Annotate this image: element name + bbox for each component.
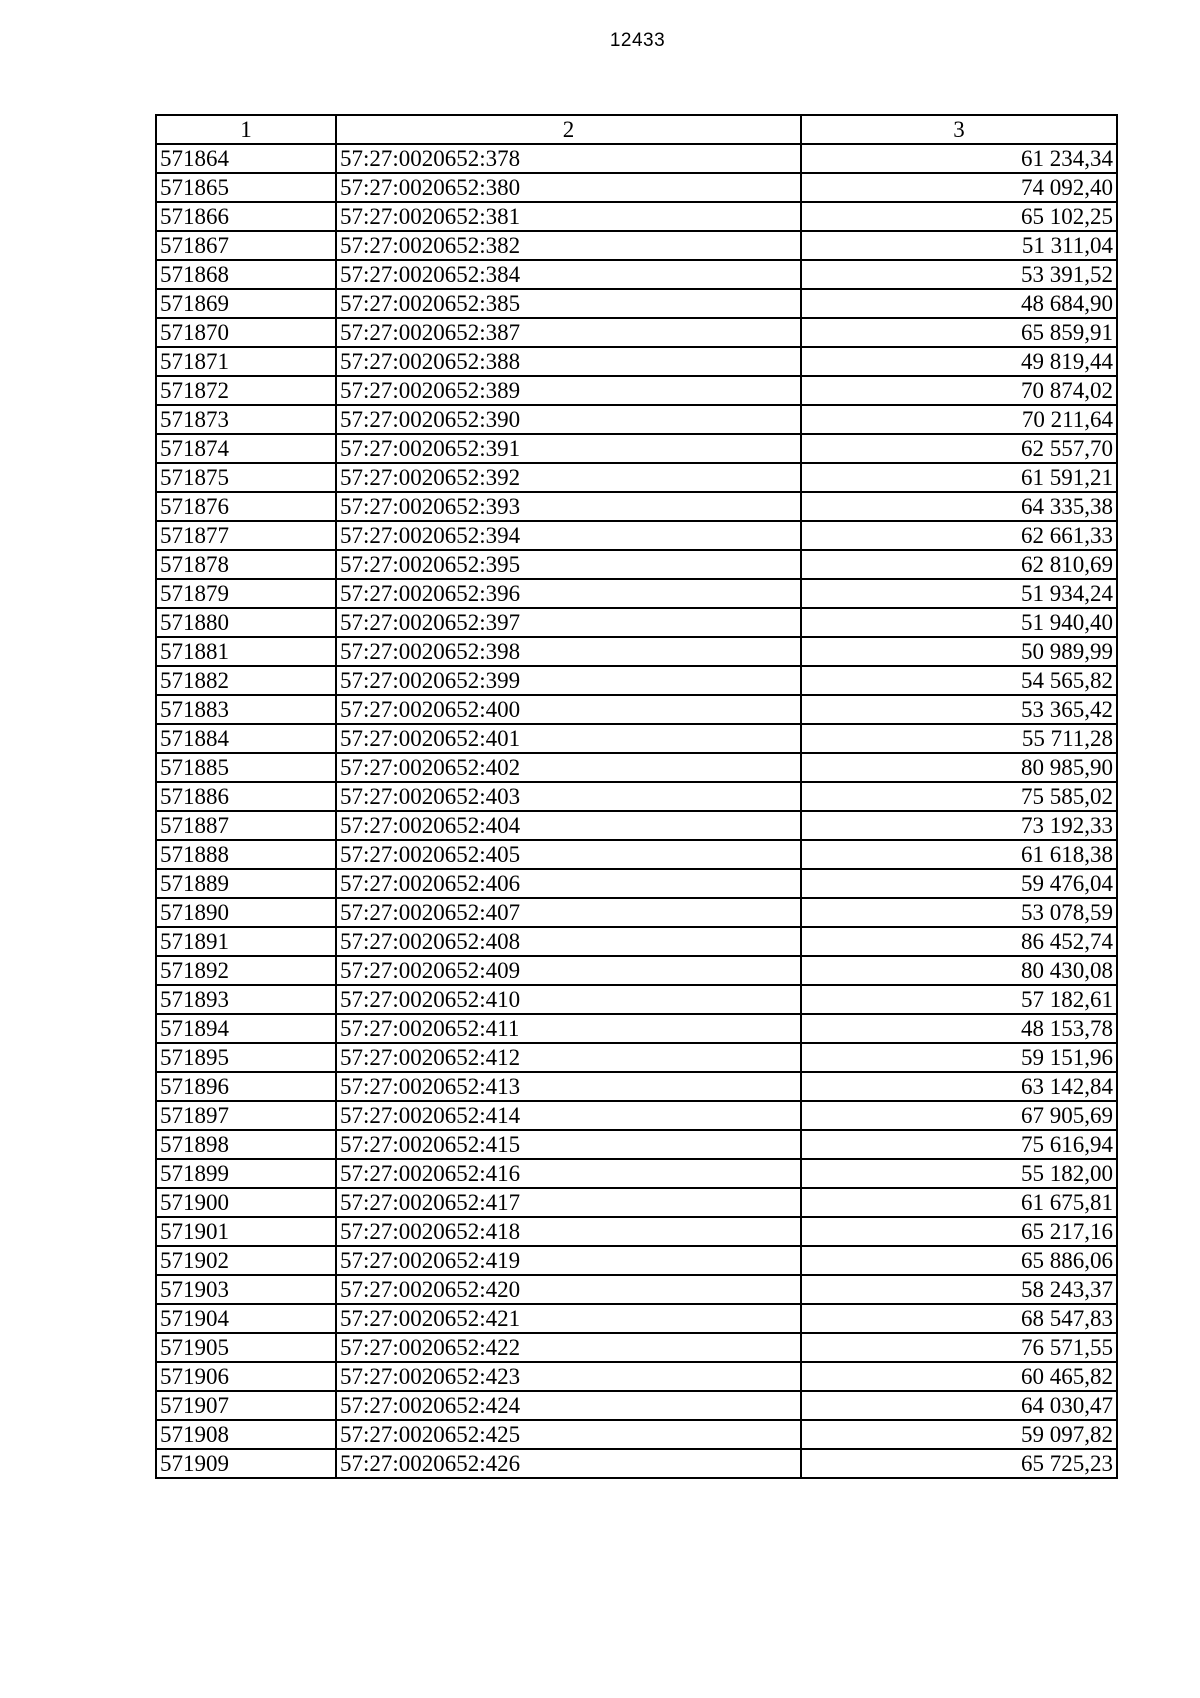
cadastral-number-cell: 57:27:0020652:400 bbox=[336, 695, 801, 724]
table-row bbox=[156, 376, 1117, 405]
table-row bbox=[156, 840, 1117, 869]
table-row bbox=[156, 434, 1117, 463]
row-number-cell: 571871 bbox=[156, 347, 336, 376]
cadastral-number-cell: 57:27:0020652:425 bbox=[336, 1420, 801, 1449]
value-cell: 61 675,81 bbox=[801, 1188, 1117, 1217]
table-row bbox=[156, 463, 1117, 492]
value-cell: 51 934,24 bbox=[801, 579, 1117, 608]
table-row bbox=[156, 550, 1117, 579]
row-number-cell: 571895 bbox=[156, 1043, 336, 1072]
table-row bbox=[156, 637, 1117, 666]
row-number-cell: 571908 bbox=[156, 1420, 336, 1449]
table-row bbox=[156, 318, 1117, 347]
cadastral-number-cell: 57:27:0020652:420 bbox=[336, 1275, 801, 1304]
table-row bbox=[156, 1159, 1117, 1188]
row-number-cell: 571882 bbox=[156, 666, 336, 695]
value-cell: 48 153,78 bbox=[801, 1014, 1117, 1043]
row-number-cell: 571886 bbox=[156, 782, 336, 811]
row-number-cell: 571869 bbox=[156, 289, 336, 318]
table-row bbox=[156, 724, 1117, 753]
value-cell: 62 557,70 bbox=[801, 434, 1117, 463]
cadastral-number-cell: 57:27:0020652:411 bbox=[336, 1014, 801, 1043]
value-cell: 61 618,38 bbox=[801, 840, 1117, 869]
cadastral-number-cell: 57:27:0020652:384 bbox=[336, 260, 801, 289]
value-cell: 53 078,59 bbox=[801, 898, 1117, 927]
row-number-cell: 571898 bbox=[156, 1130, 336, 1159]
table-row bbox=[156, 666, 1117, 695]
table-row bbox=[156, 927, 1117, 956]
cadastral-number-cell: 57:27:0020652:426 bbox=[336, 1449, 801, 1478]
page-number: 12433 bbox=[609, 30, 666, 51]
cadastral-number-cell: 57:27:0020652:424 bbox=[336, 1391, 801, 1420]
row-number-cell: 571888 bbox=[156, 840, 336, 869]
row-number-cell: 571909 bbox=[156, 1449, 336, 1478]
cadastral-number-cell: 57:27:0020652:381 bbox=[336, 202, 801, 231]
cadastral-number-cell: 57:27:0020652:422 bbox=[336, 1333, 801, 1362]
table-row bbox=[156, 1333, 1117, 1362]
value-cell: 49 819,44 bbox=[801, 347, 1117, 376]
row-number-cell: 571901 bbox=[156, 1217, 336, 1246]
cadastral-number-cell: 57:27:0020652:404 bbox=[336, 811, 801, 840]
row-number-cell: 571902 bbox=[156, 1246, 336, 1275]
table-row bbox=[156, 811, 1117, 840]
value-cell: 62 810,69 bbox=[801, 550, 1117, 579]
row-number-cell: 571872 bbox=[156, 376, 336, 405]
table-row bbox=[156, 898, 1117, 927]
table-row bbox=[156, 1130, 1117, 1159]
row-number-cell: 571885 bbox=[156, 753, 336, 782]
row-number-cell: 571896 bbox=[156, 1072, 336, 1101]
cadastral-number-cell: 57:27:0020652:421 bbox=[336, 1304, 801, 1333]
value-cell: 58 243,37 bbox=[801, 1275, 1117, 1304]
value-cell: 60 465,82 bbox=[801, 1362, 1117, 1391]
table-row bbox=[156, 1391, 1117, 1420]
value-cell: 48 684,90 bbox=[801, 289, 1117, 318]
cadastral-number-cell: 57:27:0020652:416 bbox=[336, 1159, 801, 1188]
cadastral-number-cell: 57:27:0020652:387 bbox=[336, 318, 801, 347]
value-cell: 54 565,82 bbox=[801, 666, 1117, 695]
row-number-cell: 571878 bbox=[156, 550, 336, 579]
row-number-cell: 571881 bbox=[156, 637, 336, 666]
row-number-cell: 571897 bbox=[156, 1101, 336, 1130]
row-number-cell: 571874 bbox=[156, 434, 336, 463]
value-cell: 50 989,99 bbox=[801, 637, 1117, 666]
row-number-cell: 571906 bbox=[156, 1362, 336, 1391]
value-cell: 53 365,42 bbox=[801, 695, 1117, 724]
value-cell: 75 585,02 bbox=[801, 782, 1117, 811]
row-number-cell: 571900 bbox=[156, 1188, 336, 1217]
table-row bbox=[156, 347, 1117, 376]
value-cell: 65 102,25 bbox=[801, 202, 1117, 231]
row-number-cell: 571870 bbox=[156, 318, 336, 347]
cadastral-number-cell: 57:27:0020652:393 bbox=[336, 492, 801, 521]
table-row bbox=[156, 289, 1117, 318]
row-number-cell: 571907 bbox=[156, 1391, 336, 1420]
row-number-cell: 571887 bbox=[156, 811, 336, 840]
cadastral-number-cell: 57:27:0020652:423 bbox=[336, 1362, 801, 1391]
value-cell: 76 571,55 bbox=[801, 1333, 1117, 1362]
table-row bbox=[156, 1101, 1117, 1130]
table-row bbox=[156, 1217, 1117, 1246]
table-row bbox=[156, 1246, 1117, 1275]
table-row bbox=[156, 492, 1117, 521]
value-cell: 62 661,33 bbox=[801, 521, 1117, 550]
value-cell: 57 182,61 bbox=[801, 985, 1117, 1014]
row-number-cell: 571893 bbox=[156, 985, 336, 1014]
value-cell: 64 030,47 bbox=[801, 1391, 1117, 1420]
value-cell: 51 311,04 bbox=[801, 231, 1117, 260]
cadastral-number-cell: 57:27:0020652:408 bbox=[336, 927, 801, 956]
cadastral-number-cell: 57:27:0020652:405 bbox=[336, 840, 801, 869]
value-cell: 53 391,52 bbox=[801, 260, 1117, 289]
value-cell: 63 142,84 bbox=[801, 1072, 1117, 1101]
table-header bbox=[156, 115, 1117, 144]
cadastral-number-cell: 57:27:0020652:403 bbox=[336, 782, 801, 811]
table-row bbox=[156, 173, 1117, 202]
value-cell: 73 192,33 bbox=[801, 811, 1117, 840]
row-number-cell: 571905 bbox=[156, 1333, 336, 1362]
table-row bbox=[156, 608, 1117, 637]
row-number-cell: 571873 bbox=[156, 405, 336, 434]
row-number-cell: 571864 bbox=[156, 144, 336, 173]
row-number-cell: 571883 bbox=[156, 695, 336, 724]
cadastral-number-cell: 57:27:0020652:401 bbox=[336, 724, 801, 753]
value-cell: 74 092,40 bbox=[801, 173, 1117, 202]
cadastral-number-cell: 57:27:0020652:389 bbox=[336, 376, 801, 405]
value-cell: 55 182,00 bbox=[801, 1159, 1117, 1188]
value-cell: 64 335,38 bbox=[801, 492, 1117, 521]
cadastral-number-cell: 57:27:0020652:402 bbox=[336, 753, 801, 782]
cadastral-number-cell: 57:27:0020652:414 bbox=[336, 1101, 801, 1130]
row-number-cell: 571866 bbox=[156, 202, 336, 231]
table-row bbox=[156, 1275, 1117, 1304]
cadastral-number-cell: 57:27:0020652:409 bbox=[336, 956, 801, 985]
table-row bbox=[156, 1188, 1117, 1217]
cadastral-number-cell: 57:27:0020652:410 bbox=[336, 985, 801, 1014]
table-row bbox=[156, 956, 1117, 985]
cadastral-number-cell: 57:27:0020652:407 bbox=[336, 898, 801, 927]
cadastral-number-cell: 57:27:0020652:380 bbox=[336, 173, 801, 202]
row-number-cell: 571889 bbox=[156, 869, 336, 898]
value-cell: 61 591,21 bbox=[801, 463, 1117, 492]
table-row bbox=[156, 782, 1117, 811]
value-cell: 55 711,28 bbox=[801, 724, 1117, 753]
value-cell: 65 859,91 bbox=[801, 318, 1117, 347]
cadastral-number-cell: 57:27:0020652:417 bbox=[336, 1188, 801, 1217]
row-number-cell: 571884 bbox=[156, 724, 336, 753]
table-row bbox=[156, 579, 1117, 608]
cadastral-number-cell: 57:27:0020652:413 bbox=[336, 1072, 801, 1101]
table-row bbox=[156, 869, 1117, 898]
table-row bbox=[156, 1449, 1117, 1478]
cadastral-number-cell: 57:27:0020652:397 bbox=[336, 608, 801, 637]
table-row bbox=[156, 695, 1117, 724]
value-cell: 86 452,74 bbox=[801, 927, 1117, 956]
cadastral-number-cell: 57:27:0020652:390 bbox=[336, 405, 801, 434]
column-header-1: 1 bbox=[156, 115, 336, 144]
value-cell: 65 886,06 bbox=[801, 1246, 1117, 1275]
row-number-cell: 571865 bbox=[156, 173, 336, 202]
table-row bbox=[156, 260, 1117, 289]
row-number-cell: 571867 bbox=[156, 231, 336, 260]
table-row bbox=[156, 1362, 1117, 1391]
cadastral-number-cell: 57:27:0020652:394 bbox=[336, 521, 801, 550]
cadastral-number-cell: 57:27:0020652:419 bbox=[336, 1246, 801, 1275]
cadastral-number-cell: 57:27:0020652:412 bbox=[336, 1043, 801, 1072]
value-cell: 65 725,23 bbox=[801, 1449, 1117, 1478]
cadastral-number-cell: 57:27:0020652:398 bbox=[336, 637, 801, 666]
row-number-cell: 571880 bbox=[156, 608, 336, 637]
table-row bbox=[156, 1014, 1117, 1043]
table-row bbox=[156, 985, 1117, 1014]
row-number-cell: 571868 bbox=[156, 260, 336, 289]
cadastral-number-cell: 57:27:0020652:392 bbox=[336, 463, 801, 492]
table-body bbox=[156, 144, 1117, 1478]
value-cell: 68 547,83 bbox=[801, 1304, 1117, 1333]
row-number-cell: 571876 bbox=[156, 492, 336, 521]
row-number-cell: 571894 bbox=[156, 1014, 336, 1043]
cadastral-number-cell: 57:27:0020652:396 bbox=[336, 579, 801, 608]
row-number-cell: 571891 bbox=[156, 927, 336, 956]
cadastral-number-cell: 57:27:0020652:395 bbox=[336, 550, 801, 579]
row-number-cell: 571875 bbox=[156, 463, 336, 492]
value-cell: 80 985,90 bbox=[801, 753, 1117, 782]
table-row bbox=[156, 405, 1117, 434]
value-cell: 51 940,40 bbox=[801, 608, 1117, 637]
value-cell: 80 430,08 bbox=[801, 956, 1117, 985]
table-row bbox=[156, 753, 1117, 782]
value-cell: 59 151,96 bbox=[801, 1043, 1117, 1072]
table-row bbox=[156, 202, 1117, 231]
value-cell: 59 097,82 bbox=[801, 1420, 1117, 1449]
table-row bbox=[156, 231, 1117, 260]
cadastral-number-cell: 57:27:0020652:391 bbox=[336, 434, 801, 463]
cadastral-number-cell: 57:27:0020652:385 bbox=[336, 289, 801, 318]
table-row bbox=[156, 1304, 1117, 1333]
value-cell: 67 905,69 bbox=[801, 1101, 1117, 1130]
row-number-cell: 571879 bbox=[156, 579, 336, 608]
value-cell: 70 211,64 bbox=[801, 405, 1117, 434]
cadastral-number-cell: 57:27:0020652:382 bbox=[336, 231, 801, 260]
row-number-cell: 571877 bbox=[156, 521, 336, 550]
table-row bbox=[156, 1420, 1117, 1449]
table-row bbox=[156, 1043, 1117, 1072]
column-header-3: 3 bbox=[801, 115, 1117, 144]
value-cell: 75 616,94 bbox=[801, 1130, 1117, 1159]
cadastral-number-cell: 57:27:0020652:399 bbox=[336, 666, 801, 695]
value-cell: 59 476,04 bbox=[801, 869, 1117, 898]
cadastral-number-cell: 57:27:0020652:415 bbox=[336, 1130, 801, 1159]
table-row bbox=[156, 144, 1117, 173]
row-number-cell: 571903 bbox=[156, 1275, 336, 1304]
row-number-cell: 571890 bbox=[156, 898, 336, 927]
row-number-cell: 571899 bbox=[156, 1159, 336, 1188]
column-header-2: 2 bbox=[336, 115, 801, 144]
row-number-cell: 571904 bbox=[156, 1304, 336, 1333]
cadastral-number-cell: 57:27:0020652:388 bbox=[336, 347, 801, 376]
cadastral-number-cell: 57:27:0020652:406 bbox=[336, 869, 801, 898]
row-number-cell: 571892 bbox=[156, 956, 336, 985]
data-table bbox=[155, 114, 1118, 1479]
value-cell: 65 217,16 bbox=[801, 1217, 1117, 1246]
value-cell: 61 234,34 bbox=[801, 144, 1117, 173]
table-row bbox=[156, 1072, 1117, 1101]
value-cell: 70 874,02 bbox=[801, 376, 1117, 405]
cadastral-number-cell: 57:27:0020652:378 bbox=[336, 144, 801, 173]
cadastral-number-cell: 57:27:0020652:418 bbox=[336, 1217, 801, 1246]
table-row bbox=[156, 521, 1117, 550]
header-row bbox=[156, 115, 1117, 144]
